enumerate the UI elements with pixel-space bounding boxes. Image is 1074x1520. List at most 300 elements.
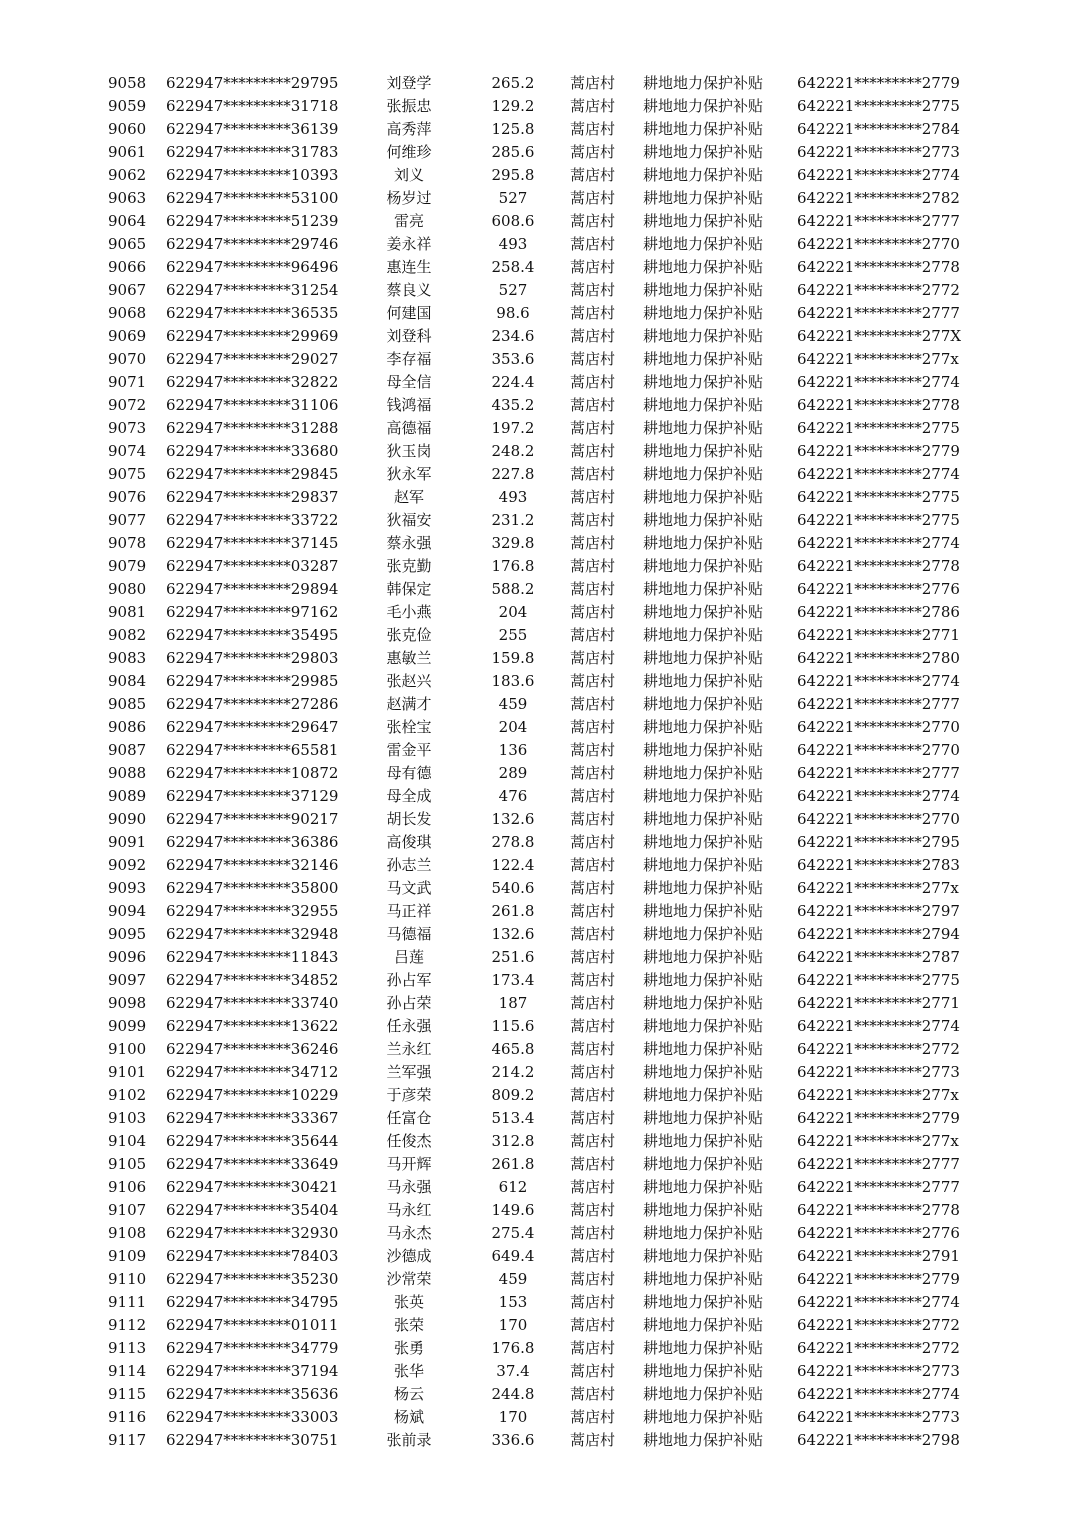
subsidy-type: 耕地地力保护补贴 (643, 1293, 764, 1311)
person-name: 母全信 (386, 373, 432, 391)
account-number: 622947*********31783 (166, 143, 339, 161)
subsidy-amount: 465.8 (491, 1040, 535, 1058)
subsidy-type: 耕地地力保护补贴 (643, 741, 764, 759)
id-number: 642221*********2779 (797, 74, 960, 92)
subsidy-type: 耕地地力保护补贴 (643, 350, 764, 368)
village-name: 蒿店村 (570, 1431, 616, 1449)
row-index: 9110 (108, 1270, 147, 1288)
village-name: 蒿店村 (570, 902, 616, 920)
subsidy-type: 耕地地力保护补贴 (643, 672, 764, 690)
table-row (0, 1015, 1074, 1038)
account-number: 622947*********29985 (166, 672, 339, 690)
subsidy-amount: 540.6 (491, 879, 535, 897)
subsidy-amount: 261.8 (491, 902, 535, 920)
subsidy-amount: 197.2 (491, 419, 535, 437)
account-number: 622947*********78403 (166, 1247, 339, 1265)
person-name: 惠连生 (386, 258, 432, 276)
account-number: 622947*********31254 (166, 281, 339, 299)
id-number: 642221*********2773 (797, 1408, 960, 1426)
person-name: 杨云 (393, 1385, 424, 1403)
id-number: 642221*********2777 (797, 1178, 960, 1196)
table-row (0, 1291, 1074, 1314)
id-number: 642221*********2782 (797, 189, 960, 207)
id-number: 642221*********2774 (797, 534, 960, 552)
subsidy-amount: 227.8 (491, 465, 535, 483)
subsidy-amount: 612 (498, 1178, 528, 1196)
subsidy-type: 耕地地力保护补贴 (643, 465, 764, 483)
table-row (0, 624, 1074, 647)
account-number: 622947*********13622 (166, 1017, 339, 1035)
subsidy-amount: 295.8 (491, 166, 535, 184)
subsidy-type: 耕地地力保护补贴 (643, 1316, 764, 1334)
subsidy-type: 耕地地力保护补贴 (643, 948, 764, 966)
table-row (0, 417, 1074, 440)
row-index: 9066 (108, 258, 147, 276)
subsidy-table (0, 72, 1074, 1452)
row-index: 9099 (108, 1017, 147, 1035)
account-number: 622947*********65581 (166, 741, 339, 759)
table-row (0, 486, 1074, 509)
person-name: 马开辉 (386, 1155, 432, 1173)
id-number: 642221*********2776 (797, 580, 960, 598)
subsidy-amount: 153 (498, 1293, 528, 1311)
id-number: 642221*********2774 (797, 1385, 960, 1403)
table-row (0, 463, 1074, 486)
table-row (0, 187, 1074, 210)
row-index: 9071 (108, 373, 147, 391)
village-name: 蒿店村 (570, 1178, 616, 1196)
subsidy-type: 耕地地力保护补贴 (643, 1385, 764, 1403)
village-name: 蒿店村 (570, 695, 616, 713)
person-name: 母有德 (386, 764, 432, 782)
subsidy-amount: 136 (498, 741, 528, 759)
person-name: 马永红 (386, 1201, 432, 1219)
subsidy-type: 耕地地力保护补贴 (643, 695, 764, 713)
table-row (0, 1038, 1074, 1061)
subsidy-amount: 149.6 (491, 1201, 535, 1219)
person-name: 杨斌 (393, 1408, 424, 1426)
row-index: 9073 (108, 419, 147, 437)
row-index: 9087 (108, 741, 147, 759)
subsidy-type: 耕地地力保护补贴 (643, 810, 764, 828)
subsidy-type: 耕地地力保护补贴 (643, 603, 764, 621)
subsidy-type: 耕地地力保护补贴 (643, 166, 764, 184)
village-name: 蒿店村 (570, 1201, 616, 1219)
table-row (0, 1176, 1074, 1199)
subsidy-amount: 115.6 (491, 1017, 535, 1035)
id-number: 642221*********2774 (797, 465, 960, 483)
account-number: 622947*********29845 (166, 465, 339, 483)
person-name: 任俊杰 (386, 1132, 432, 1150)
village-name: 蒿店村 (570, 235, 616, 253)
person-name: 蔡良义 (386, 281, 432, 299)
id-number: 642221*********2791 (797, 1247, 960, 1265)
person-name: 孙占军 (386, 971, 432, 989)
account-number: 622947*********29803 (166, 649, 339, 667)
village-name: 蒿店村 (570, 810, 616, 828)
person-name: 马正祥 (386, 902, 432, 920)
row-index: 9074 (108, 442, 147, 460)
account-number: 622947*********30421 (166, 1178, 339, 1196)
id-number: 642221*********2773 (797, 143, 960, 161)
row-index: 9096 (108, 948, 147, 966)
account-number: 622947*********10393 (166, 166, 339, 184)
subsidy-amount: 608.6 (491, 212, 535, 230)
row-index: 9094 (108, 902, 147, 920)
row-index: 9101 (108, 1063, 147, 1081)
village-name: 蒿店村 (570, 1293, 616, 1311)
table-row (0, 1222, 1074, 1245)
person-name: 胡长发 (386, 810, 432, 828)
subsidy-type: 耕地地力保护补贴 (643, 833, 764, 851)
id-number: 642221*********2775 (797, 419, 960, 437)
village-name: 蒿店村 (570, 833, 616, 851)
id-number: 642221*********2776 (797, 1224, 960, 1242)
subsidy-type: 耕地地力保护补贴 (643, 557, 764, 575)
village-name: 蒿店村 (570, 304, 616, 322)
subsidy-type: 耕地地力保护补贴 (643, 189, 764, 207)
subsidy-amount: 513.4 (491, 1109, 535, 1127)
row-index: 9098 (108, 994, 147, 1012)
subsidy-type: 耕地地力保护补贴 (643, 1017, 764, 1035)
row-index: 9077 (108, 511, 147, 529)
id-number: 642221*********277x (797, 350, 959, 368)
subsidy-amount: 132.6 (491, 810, 535, 828)
subsidy-type: 耕地地力保护补贴 (643, 856, 764, 874)
id-number: 642221*********277x (797, 1132, 959, 1150)
person-name: 杨岁过 (386, 189, 432, 207)
table-row (0, 808, 1074, 831)
id-number: 642221*********277X (797, 327, 962, 345)
account-number: 622947*********36139 (166, 120, 339, 138)
person-name: 雷亮 (393, 212, 424, 230)
id-number: 642221*********2772 (797, 1040, 960, 1058)
account-number: 622947*********37194 (166, 1362, 339, 1380)
table-row (0, 1107, 1074, 1130)
village-name: 蒿店村 (570, 189, 616, 207)
village-name: 蒿店村 (570, 971, 616, 989)
subsidy-type: 耕地地力保护补贴 (643, 902, 764, 920)
subsidy-amount: 265.2 (491, 74, 535, 92)
id-number: 642221*********2786 (797, 603, 960, 621)
account-number: 622947*********35644 (166, 1132, 339, 1150)
subsidy-type: 耕地地力保护补贴 (643, 1408, 764, 1426)
id-number: 642221*********2774 (797, 373, 960, 391)
village-name: 蒿店村 (570, 442, 616, 460)
village-name: 蒿店村 (570, 879, 616, 897)
id-number: 642221*********2770 (797, 235, 960, 253)
id-number: 642221*********2770 (797, 810, 960, 828)
person-name: 高德福 (386, 419, 432, 437)
table-row (0, 1406, 1074, 1429)
person-name: 张勇 (393, 1339, 424, 1357)
subsidy-amount: 183.6 (491, 672, 535, 690)
account-number: 622947*********34779 (166, 1339, 339, 1357)
id-number: 642221*********2794 (797, 925, 960, 943)
account-number: 622947*********29837 (166, 488, 339, 506)
account-number: 622947*********36246 (166, 1040, 339, 1058)
person-name: 兰军强 (386, 1063, 432, 1081)
id-number: 642221*********2777 (797, 764, 960, 782)
id-number: 642221*********2783 (797, 856, 960, 874)
id-number: 642221*********2777 (797, 304, 960, 322)
id-number: 642221*********2777 (797, 212, 960, 230)
table-row (0, 1268, 1074, 1291)
row-index: 9079 (108, 557, 147, 575)
person-name: 张栓宝 (386, 718, 432, 736)
subsidy-type: 耕地地力保护补贴 (643, 1132, 764, 1150)
person-name: 韩保定 (386, 580, 432, 598)
table-row (0, 1130, 1074, 1153)
id-number: 642221*********2772 (797, 1339, 960, 1357)
subsidy-amount: 176.8 (491, 1339, 535, 1357)
table-row (0, 164, 1074, 187)
person-name: 刘义 (393, 166, 424, 184)
subsidy-type: 耕地地力保护补贴 (643, 994, 764, 1012)
village-name: 蒿店村 (570, 925, 616, 943)
subsidy-amount: 278.8 (491, 833, 535, 851)
id-number: 642221*********2775 (797, 971, 960, 989)
account-number: 622947*********32948 (166, 925, 339, 943)
account-number: 622947*********36386 (166, 833, 339, 851)
person-name: 刘登学 (386, 74, 432, 92)
id-number: 642221*********2784 (797, 120, 960, 138)
subsidy-amount: 187 (498, 994, 528, 1012)
row-index: 9081 (108, 603, 147, 621)
account-number: 622947*********29795 (166, 74, 339, 92)
village-name: 蒿店村 (570, 1017, 616, 1035)
table-row (0, 394, 1074, 417)
subsidy-amount: 204 (498, 718, 528, 736)
village-name: 蒿店村 (570, 1339, 616, 1357)
id-number: 642221*********2797 (797, 902, 960, 920)
account-number: 622947*********35495 (166, 626, 339, 644)
subsidy-amount: 285.6 (491, 143, 535, 161)
account-number: 622947*********34795 (166, 1293, 339, 1311)
subsidy-type: 耕地地力保护补贴 (643, 442, 764, 460)
subsidy-amount: 132.6 (491, 925, 535, 943)
person-name: 狄玉岗 (386, 442, 432, 460)
id-number: 642221*********2773 (797, 1063, 960, 1081)
account-number: 622947*********10229 (166, 1086, 339, 1104)
account-number: 622947*********32930 (166, 1224, 339, 1242)
row-index: 9097 (108, 971, 147, 989)
account-number: 622947*********29027 (166, 350, 339, 368)
table-row (0, 992, 1074, 1015)
row-index: 9076 (108, 488, 147, 506)
subsidy-amount: 251.6 (491, 948, 535, 966)
row-index: 9088 (108, 764, 147, 782)
subsidy-type: 耕地地力保护补贴 (643, 787, 764, 805)
account-number: 622947*********90217 (166, 810, 339, 828)
id-number: 642221*********2774 (797, 1293, 960, 1311)
village-name: 蒿店村 (570, 143, 616, 161)
village-name: 蒿店村 (570, 74, 616, 92)
village-name: 蒿店村 (570, 120, 616, 138)
person-name: 孙占荣 (386, 994, 432, 1012)
subsidy-type: 耕地地力保护补贴 (643, 580, 764, 598)
subsidy-amount: 312.8 (491, 1132, 535, 1150)
village-name: 蒿店村 (570, 1086, 616, 1104)
village-name: 蒿店村 (570, 580, 616, 598)
subsidy-amount: 493 (498, 488, 528, 506)
account-number: 622947*********32146 (166, 856, 339, 874)
row-index: 9065 (108, 235, 147, 253)
subsidy-amount: 476 (498, 787, 528, 805)
row-index: 9062 (108, 166, 147, 184)
account-number: 622947*********51239 (166, 212, 339, 230)
account-number: 622947*********33649 (166, 1155, 339, 1173)
village-name: 蒿店村 (570, 350, 616, 368)
village-name: 蒿店村 (570, 741, 616, 759)
subsidy-type: 耕地地力保护补贴 (643, 488, 764, 506)
id-number: 642221*********2771 (797, 994, 960, 1012)
account-number: 622947*********01011 (166, 1316, 339, 1334)
table-row (0, 854, 1074, 877)
village-name: 蒿店村 (570, 534, 616, 552)
subsidy-amount: 527 (498, 281, 528, 299)
account-number: 622947*********27286 (166, 695, 339, 713)
id-number: 642221*********277x (797, 1086, 959, 1104)
id-number: 642221*********2787 (797, 948, 960, 966)
subsidy-type: 耕地地力保护补贴 (643, 1431, 764, 1449)
person-name: 马德福 (386, 925, 432, 943)
person-name: 张振忠 (386, 97, 432, 115)
id-number: 642221*********2771 (797, 626, 960, 644)
account-number: 622947*********29894 (166, 580, 339, 598)
table-row (0, 302, 1074, 325)
subsidy-type: 耕地地力保护补贴 (643, 1247, 764, 1265)
village-name: 蒿店村 (570, 1385, 616, 1403)
subsidy-amount: 129.2 (491, 97, 535, 115)
table-row (0, 831, 1074, 854)
subsidy-amount: 649.4 (491, 1247, 535, 1265)
subsidy-amount: 289 (498, 764, 528, 782)
person-name: 张前录 (386, 1431, 432, 1449)
subsidy-amount: 125.8 (491, 120, 535, 138)
subsidy-amount: 244.8 (491, 1385, 535, 1403)
person-name: 母全成 (386, 787, 432, 805)
row-index: 9114 (108, 1362, 147, 1380)
id-number: 642221*********2779 (797, 442, 960, 460)
id-number: 642221*********2775 (797, 511, 960, 529)
person-name: 张华 (393, 1362, 424, 1380)
village-name: 蒿店村 (570, 1109, 616, 1127)
row-index: 9100 (108, 1040, 147, 1058)
village-name: 蒿店村 (570, 948, 616, 966)
subsidy-amount: 275.4 (491, 1224, 535, 1242)
id-number: 642221*********2774 (797, 166, 960, 184)
subsidy-amount: 98.6 (496, 304, 530, 322)
id-number: 642221*********2778 (797, 258, 960, 276)
village-name: 蒿店村 (570, 856, 616, 874)
id-number: 642221*********2779 (797, 1270, 960, 1288)
row-index: 9108 (108, 1224, 147, 1242)
subsidy-type: 耕地地力保护补贴 (643, 258, 764, 276)
subsidy-amount: 176.8 (491, 557, 535, 575)
subsidy-type: 耕地地力保护补贴 (643, 1109, 764, 1127)
account-number: 622947*********30751 (166, 1431, 339, 1449)
person-name: 孙志兰 (386, 856, 432, 874)
row-index: 9115 (108, 1385, 147, 1403)
account-number: 622947*********33003 (166, 1408, 339, 1426)
person-name: 惠敏兰 (386, 649, 432, 667)
person-name: 高俊琪 (386, 833, 432, 851)
table-row (0, 969, 1074, 992)
row-index: 9104 (108, 1132, 147, 1150)
village-name: 蒿店村 (570, 1408, 616, 1426)
table-row (0, 1314, 1074, 1337)
account-number: 622947*********33680 (166, 442, 339, 460)
account-number: 622947*********37129 (166, 787, 339, 805)
subsidy-type: 耕地地力保护补贴 (643, 971, 764, 989)
table-row (0, 1061, 1074, 1084)
id-number: 642221*********277x (797, 879, 959, 897)
subsidy-amount: 809.2 (491, 1086, 535, 1104)
village-name: 蒿店村 (570, 1040, 616, 1058)
subsidy-type: 耕地地力保护补贴 (643, 1339, 764, 1357)
table-row (0, 555, 1074, 578)
table-row (0, 1153, 1074, 1176)
subsidy-amount: 588.2 (491, 580, 535, 598)
subsidy-type: 耕地地力保护补贴 (643, 1270, 764, 1288)
subsidy-type: 耕地地力保护补贴 (643, 1178, 764, 1196)
id-number: 642221*********2774 (797, 787, 960, 805)
subsidy-amount: 435.2 (491, 396, 535, 414)
row-index: 9109 (108, 1247, 147, 1265)
subsidy-amount: 204 (498, 603, 528, 621)
account-number: 622947*********32955 (166, 902, 339, 920)
table-row (0, 532, 1074, 555)
table-row (0, 141, 1074, 164)
id-number: 642221*********2772 (797, 1316, 960, 1334)
account-number: 622947*********34712 (166, 1063, 339, 1081)
subsidy-type: 耕地地力保护补贴 (643, 1040, 764, 1058)
row-index: 9082 (108, 626, 147, 644)
id-number: 642221*********2770 (797, 718, 960, 736)
person-name: 兰永红 (386, 1040, 432, 1058)
row-index: 9105 (108, 1155, 147, 1173)
account-number: 622947*********33722 (166, 511, 339, 529)
village-name: 蒿店村 (570, 603, 616, 621)
id-number: 642221*********2774 (797, 672, 960, 690)
person-name: 马永杰 (386, 1224, 432, 1242)
village-name: 蒿店村 (570, 1063, 616, 1081)
subsidy-amount: 261.8 (491, 1155, 535, 1173)
table-row (0, 647, 1074, 670)
account-number: 622947*********96496 (166, 258, 339, 276)
subsidy-type: 耕地地力保护补贴 (643, 511, 764, 529)
subsidy-type: 耕地地力保护补贴 (643, 1224, 764, 1242)
village-name: 蒿店村 (570, 718, 616, 736)
subsidy-amount: 258.4 (491, 258, 535, 276)
id-number: 642221*********2778 (797, 396, 960, 414)
row-index: 9069 (108, 327, 147, 345)
table-row (0, 601, 1074, 624)
subsidy-amount: 224.4 (491, 373, 535, 391)
table-row (0, 1084, 1074, 1107)
subsidy-type: 耕地地力保护补贴 (643, 304, 764, 322)
row-index: 9059 (108, 97, 147, 115)
village-name: 蒿店村 (570, 166, 616, 184)
row-index: 9064 (108, 212, 147, 230)
subsidy-type: 耕地地力保护补贴 (643, 281, 764, 299)
person-name: 任富仓 (386, 1109, 432, 1127)
table-row (0, 1245, 1074, 1268)
row-index: 9102 (108, 1086, 147, 1104)
subsidy-amount: 173.4 (491, 971, 535, 989)
village-name: 蒿店村 (570, 1224, 616, 1242)
